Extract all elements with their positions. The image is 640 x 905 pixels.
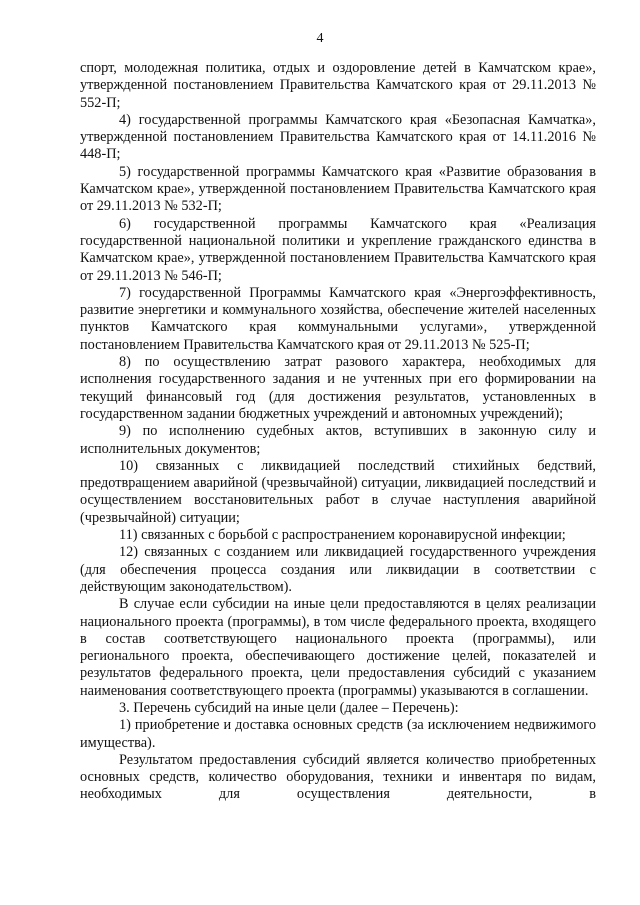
paragraph: 5) государственной программы Камчатского края «Развитие образования в Камчатском крае», утвержденной постановлением Правительства Камчатского края от 29.11.2013 № 532-П; — [80, 163, 596, 215]
paragraph: 11) связанных с борьбой с распространением коронавирусной инфекции; — [119, 527, 566, 544]
paragraph: 3. Перечень субсидий на иные цели (далее – Перечень): — [119, 699, 459, 716]
paragraph: 6) государственной программы Камчатского края «Реализация государственной национальной политики и укрепление гражданского единства в Камчатском крае», утвержденной постановлением Правительства Камчатского края от 29.11.2013 № 546-П; — [80, 215, 596, 284]
paragraph: 1) приобретение и доставка основных средств (за исключением недвижимого имущества). — [80, 717, 596, 751]
paragraph: Результатом предоставления субсидий является количество приобретенных основных средств, количество оборудования, техники и инвентаря по видам, необходимых для осуществления деятельности, в — [80, 751, 596, 803]
page-number: 4 — [316, 31, 324, 46]
document-body — [80, 60, 596, 804]
paragraph: 9) по исполнению судебных актов, вступивших в законную силу и исполнительных документов; — [80, 423, 596, 457]
paragraph: 4) государственной программы Камчатского края «Безопасная Камчатка», утвержденной постановлением Правительства Камчатского края от 14.11.2016 № 448-П; — [80, 111, 596, 163]
paragraph: В случае если субсидии на иные цели предоставляются в целях реализации национального проекта (программы), в том числе федерального проекта, входящего в состав соответствующего национального проекта (программы), или регионального проекта, обеспечивающего достижение целей, показателей и результатов федерального проекта, цели предоставления субсидий с указанием наименования соответствующего проекта (программы) указываются в соглашении. — [80, 596, 596, 699]
paragraph: 10) связанных с ликвидацией последствий стихийных бедствий, предотвращением аварийной (чрезвычайной) ситуации, ликвидацией последствий и осуществлением восстановительных работ в случае наступления аварийной (чрезвычайной) ситуации; — [80, 457, 596, 526]
paragraph: 8) по осуществлению затрат разового характера, необходимых для исполнения государственного задания и не учтенных при его формировании на текущий финансовый год (для достижения результатов, установленных в государственном задании бюджетных учреждений и автономных учреждений); — [80, 354, 596, 422]
paragraph: спорт, молодежная политика, отдых и оздоровление детей в Камчатском крае», утвержденной постановлением Правительства Камчатского края от 29.11.2013 № 552-П; — [80, 60, 596, 111]
paragraph: 7) государственной Программы Камчатского края «Энергоэффективность, развитие энергетики и коммунального хозяйства, обеспечение жителей населенных пунктов Камчатского края коммунальными услугами», утвержденной постановлением Правительства Камчатского края от 29.11.2013 № 525-П; — [80, 284, 596, 353]
paragraph: 12) связанных с созданием или ликвидацией государственного учреждения (для обеспечения процесса создания или ликвидации в соответствии с действующим законодательством). — [80, 544, 596, 595]
